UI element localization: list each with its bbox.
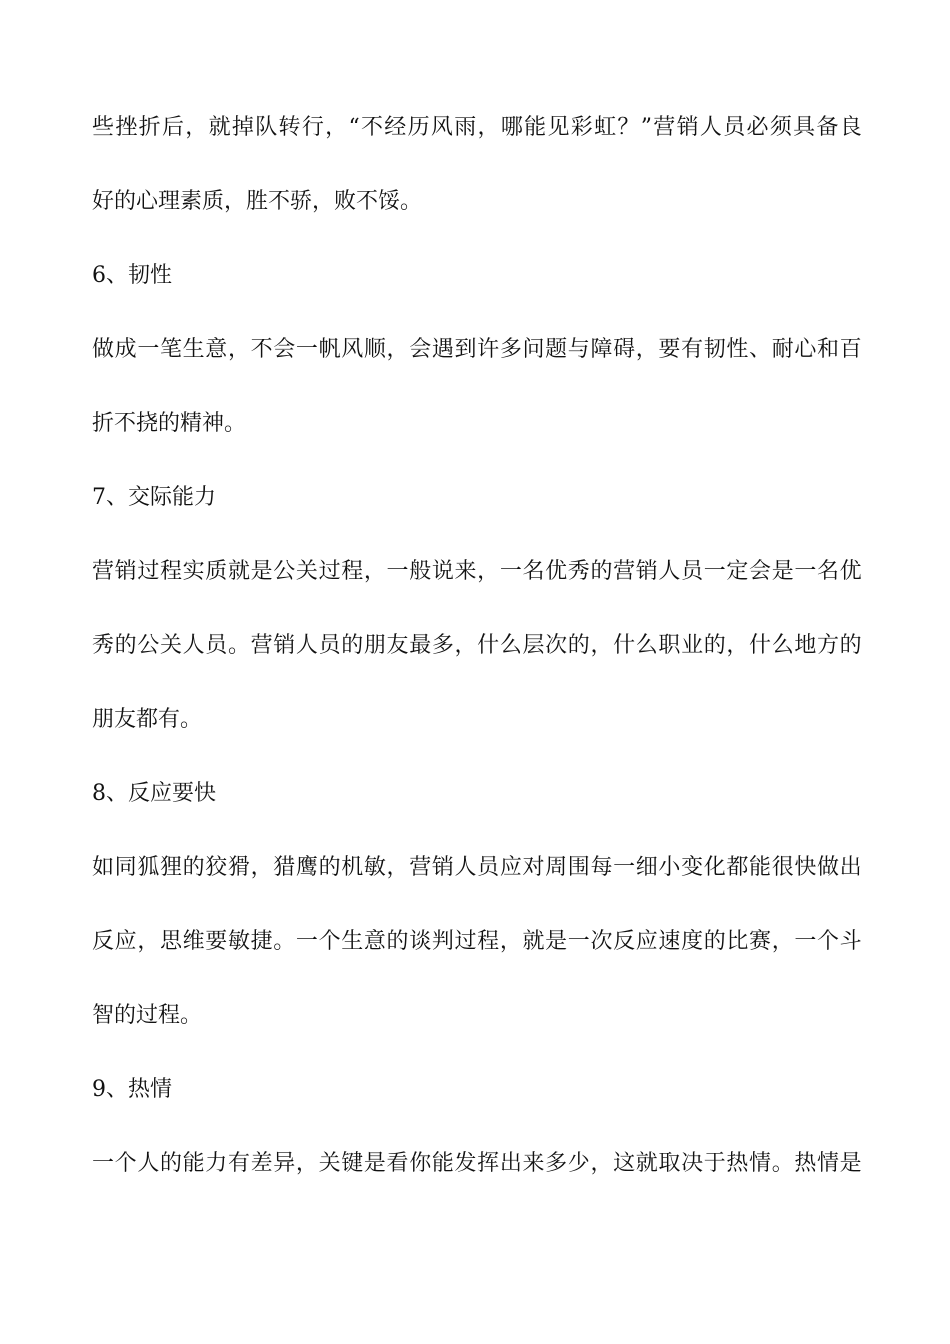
text-glyph: 应 bbox=[499, 855, 522, 880]
text-glyph: 猎 bbox=[273, 855, 296, 880]
text-glyph: 的 bbox=[341, 633, 364, 658]
text-glyph: 与 bbox=[567, 337, 590, 362]
text-glyph: 过 bbox=[318, 559, 341, 584]
text-glyph: 要 bbox=[658, 337, 681, 362]
text-glyph: 营 bbox=[250, 633, 273, 658]
text-glyph: 发 bbox=[454, 1151, 477, 1176]
text-glyph: 个 bbox=[114, 1151, 137, 1176]
text-glyph: 方 bbox=[817, 633, 840, 658]
text-glyph: 业 bbox=[681, 633, 704, 658]
text-glyph: 机 bbox=[341, 855, 364, 880]
text-glyph: 看 bbox=[386, 1151, 409, 1176]
text-glyph: 秀 bbox=[567, 559, 590, 584]
text-glyph: 就 bbox=[635, 1151, 658, 1176]
text-glyph: 秀 bbox=[92, 633, 115, 658]
text-glyph: 出 bbox=[499, 1151, 522, 1176]
text-glyph: 优 bbox=[839, 559, 862, 584]
text-glyph: 关 bbox=[159, 633, 182, 658]
text-glyph: 挥 bbox=[477, 1151, 500, 1176]
text-glyph: 差 bbox=[250, 1151, 273, 1176]
text-glyph: 维 bbox=[182, 929, 205, 954]
text-glyph: 什 bbox=[613, 633, 636, 658]
text-glyph: 人 bbox=[699, 115, 722, 140]
text-glyph: 程 bbox=[341, 559, 364, 584]
text-glyph: 这 bbox=[613, 1151, 636, 1176]
text-glyph: 思 bbox=[159, 929, 182, 954]
text-glyph: 敏 bbox=[363, 855, 386, 880]
text-glyph: 碍 bbox=[613, 337, 636, 362]
text-glyph: 笔 bbox=[159, 337, 182, 362]
text-glyph: ， bbox=[726, 633, 749, 658]
text-glyph: 一 bbox=[295, 337, 318, 362]
text-glyph: 一 bbox=[703, 559, 726, 584]
paragraph-line bbox=[92, 557, 862, 587]
text-glyph: 优 bbox=[545, 559, 568, 584]
text-glyph: 销 bbox=[273, 633, 296, 658]
text-glyph: 名 bbox=[522, 559, 545, 584]
text-glyph: 人 bbox=[137, 1151, 160, 1176]
text-glyph: “ bbox=[348, 115, 360, 140]
text-glyph: 人 bbox=[658, 559, 681, 584]
text-glyph: 障 bbox=[590, 337, 613, 362]
text-glyph: 一 bbox=[613, 855, 636, 880]
text-glyph: ， bbox=[325, 115, 348, 140]
paragraph-line bbox=[92, 335, 862, 365]
text-glyph: 。 bbox=[227, 633, 250, 658]
text-glyph: 就 bbox=[522, 929, 545, 954]
text-glyph: 一 bbox=[295, 929, 318, 954]
text-glyph: 实 bbox=[182, 559, 205, 584]
text-glyph: 的 bbox=[318, 855, 341, 880]
text-glyph: 同 bbox=[114, 855, 137, 880]
text-glyph: 地 bbox=[794, 633, 817, 658]
text-glyph: 多 bbox=[431, 633, 454, 658]
text-glyph: 反 bbox=[613, 929, 636, 954]
text-glyph: 定 bbox=[726, 559, 749, 584]
text-glyph: 帆 bbox=[318, 337, 341, 362]
text-glyph: 小 bbox=[658, 855, 681, 880]
text-glyph: 次 bbox=[545, 633, 568, 658]
text-glyph: 过 bbox=[454, 929, 477, 954]
text-glyph: 人 bbox=[295, 633, 318, 658]
text-glyph: 风 bbox=[430, 115, 453, 140]
text-glyph: 个 bbox=[318, 929, 341, 954]
text-glyph: 热 bbox=[794, 1151, 817, 1176]
text-glyph: 的 bbox=[159, 1151, 182, 1176]
text-glyph: 转 bbox=[278, 115, 301, 140]
paragraph-line: 折不挠的精神。 bbox=[92, 411, 247, 436]
text-glyph: 后 bbox=[161, 115, 184, 140]
text-glyph: 不 bbox=[360, 115, 383, 140]
text-glyph: 许 bbox=[477, 337, 500, 362]
text-glyph: 遇 bbox=[431, 337, 454, 362]
text-glyph: 营 bbox=[92, 559, 115, 584]
text-glyph: 不 bbox=[250, 337, 273, 362]
text-glyph: 具 bbox=[793, 115, 816, 140]
text-glyph: 什 bbox=[749, 633, 772, 658]
text-glyph: 销 bbox=[431, 855, 454, 880]
text-glyph: 反 bbox=[92, 929, 115, 954]
text-glyph: 是 bbox=[545, 929, 568, 954]
text-glyph: 营 bbox=[409, 855, 432, 880]
text-glyph: 生 bbox=[341, 929, 364, 954]
text-glyph: 营 bbox=[653, 115, 676, 140]
text-glyph: 的 bbox=[182, 855, 205, 880]
text-glyph: 一 bbox=[794, 559, 817, 584]
text-glyph: 百 bbox=[839, 337, 862, 362]
text-glyph: 化 bbox=[703, 855, 726, 880]
paragraph-line: 朋友都有。 bbox=[92, 707, 203, 732]
text-glyph: 能 bbox=[182, 1151, 205, 1176]
text-glyph: 行 bbox=[301, 115, 324, 140]
text-glyph: 质 bbox=[205, 559, 228, 584]
paragraph-line bbox=[92, 631, 862, 661]
text-glyph: 情 bbox=[749, 1151, 772, 1176]
text-glyph: 最 bbox=[409, 633, 432, 658]
text-glyph: 和 bbox=[817, 337, 840, 362]
text-glyph: 就 bbox=[208, 115, 231, 140]
text-glyph: 来 bbox=[454, 559, 477, 584]
text-glyph: 历 bbox=[407, 115, 430, 140]
text-glyph: 捷 bbox=[250, 929, 273, 954]
text-glyph: 很 bbox=[771, 855, 794, 880]
text-glyph: 是 bbox=[771, 559, 794, 584]
text-glyph: 风 bbox=[341, 337, 364, 362]
text-glyph: 问 bbox=[522, 337, 545, 362]
text-glyph: ， bbox=[454, 633, 477, 658]
text-glyph: 就 bbox=[227, 559, 250, 584]
text-glyph: ” bbox=[640, 115, 652, 140]
text-glyph: 做 bbox=[92, 337, 115, 362]
text-glyph: 谈 bbox=[409, 929, 432, 954]
text-glyph: ， bbox=[295, 1151, 318, 1176]
text-glyph: ， bbox=[137, 929, 160, 954]
text-glyph: 是 bbox=[250, 559, 273, 584]
text-glyph: 么 bbox=[771, 633, 794, 658]
text-glyph: 公 bbox=[273, 559, 296, 584]
text-glyph: 耐 bbox=[771, 337, 794, 362]
text-glyph: 狸 bbox=[159, 855, 182, 880]
paragraph-line bbox=[92, 927, 862, 957]
text-glyph: 赛 bbox=[749, 929, 772, 954]
text-glyph: 心 bbox=[794, 337, 817, 362]
text-glyph: 一 bbox=[499, 559, 522, 584]
text-glyph: 层 bbox=[522, 633, 545, 658]
text-glyph: 情 bbox=[817, 1151, 840, 1176]
text-glyph: 一 bbox=[386, 559, 409, 584]
text-glyph: 公 bbox=[137, 633, 160, 658]
paragraph-line bbox=[92, 113, 862, 143]
text-glyph: 的 bbox=[703, 929, 726, 954]
text-glyph: 是 bbox=[363, 1151, 386, 1176]
paragraph-line bbox=[92, 853, 862, 883]
text-glyph: ， bbox=[477, 115, 500, 140]
text-glyph: 围 bbox=[567, 855, 590, 880]
text-glyph: ， bbox=[227, 337, 250, 362]
text-glyph: 变 bbox=[681, 855, 704, 880]
text-glyph: 异 bbox=[273, 1151, 296, 1176]
text-glyph: 友 bbox=[386, 633, 409, 658]
text-glyph: 员 bbox=[681, 559, 704, 584]
text-glyph: 彩 bbox=[570, 115, 593, 140]
text-glyph: 挫 bbox=[115, 115, 138, 140]
text-glyph: 备 bbox=[816, 115, 839, 140]
text-glyph: ， bbox=[499, 929, 522, 954]
text-glyph: 都 bbox=[726, 855, 749, 880]
text-glyph: 一 bbox=[794, 929, 817, 954]
text-glyph: ， bbox=[363, 559, 386, 584]
text-glyph: 快 bbox=[794, 855, 817, 880]
text-glyph: 力 bbox=[205, 1151, 228, 1176]
text-glyph: 对 bbox=[522, 855, 545, 880]
section-heading: 7、交际能力 bbox=[92, 485, 216, 510]
text-glyph: 的 bbox=[567, 633, 590, 658]
text-glyph: 要 bbox=[205, 929, 228, 954]
text-glyph: 一 bbox=[567, 929, 590, 954]
text-glyph: 是 bbox=[839, 1151, 862, 1176]
text-glyph: 哪 bbox=[500, 115, 523, 140]
text-glyph: 热 bbox=[726, 1151, 749, 1176]
text-glyph: 掉 bbox=[231, 115, 254, 140]
text-glyph: ， bbox=[250, 855, 273, 880]
text-glyph: 一 bbox=[137, 337, 160, 362]
text-glyph: 关 bbox=[318, 1151, 341, 1176]
text-glyph: 必 bbox=[746, 115, 769, 140]
text-glyph: 决 bbox=[681, 1151, 704, 1176]
text-glyph: 速 bbox=[658, 929, 681, 954]
text-glyph: 你 bbox=[409, 1151, 432, 1176]
text-glyph: 程 bbox=[159, 559, 182, 584]
section-heading: 9、热情 bbox=[92, 1077, 172, 1102]
text-glyph: 须 bbox=[769, 115, 792, 140]
text-glyph: 来 bbox=[522, 1151, 545, 1176]
text-glyph: 般 bbox=[409, 559, 432, 584]
text-glyph: 么 bbox=[635, 633, 658, 658]
text-glyph: 能 bbox=[524, 115, 547, 140]
text-glyph: 次 bbox=[590, 929, 613, 954]
text-glyph: 斗 bbox=[839, 929, 862, 954]
text-glyph: 能 bbox=[749, 855, 772, 880]
text-glyph: 意 bbox=[205, 337, 228, 362]
text-glyph: 名 bbox=[817, 559, 840, 584]
text-glyph: 有 bbox=[681, 337, 704, 362]
text-glyph: 做 bbox=[817, 855, 840, 880]
text-glyph: ， bbox=[386, 855, 409, 880]
text-glyph: 周 bbox=[545, 855, 568, 880]
text-glyph: 到 bbox=[454, 337, 477, 362]
text-glyph: ， bbox=[635, 337, 658, 362]
text-glyph: 顺 bbox=[363, 337, 386, 362]
text-glyph: 会 bbox=[273, 337, 296, 362]
text-glyph: 过 bbox=[137, 559, 160, 584]
text-glyph: 判 bbox=[431, 929, 454, 954]
text-glyph: 些 bbox=[92, 115, 115, 140]
text-glyph: 狐 bbox=[137, 855, 160, 880]
text-glyph: 的 bbox=[386, 929, 409, 954]
text-glyph: ， bbox=[590, 633, 613, 658]
text-glyph: 意 bbox=[363, 929, 386, 954]
text-glyph: 营 bbox=[613, 559, 636, 584]
text-glyph: 度 bbox=[681, 929, 704, 954]
text-glyph: 多 bbox=[499, 337, 522, 362]
text-glyph: 细 bbox=[635, 855, 658, 880]
text-glyph: 键 bbox=[341, 1151, 364, 1176]
text-glyph: 销 bbox=[635, 559, 658, 584]
text-glyph: 么 bbox=[499, 633, 522, 658]
section-heading: 8、反应要快 bbox=[92, 781, 216, 806]
text-glyph: 关 bbox=[295, 559, 318, 584]
text-glyph: 销 bbox=[114, 559, 137, 584]
text-glyph: 人 bbox=[182, 633, 205, 658]
text-glyph: 。 bbox=[771, 1151, 794, 1176]
text-glyph: 虹 bbox=[594, 115, 617, 140]
text-glyph: 多 bbox=[545, 1151, 568, 1176]
text-glyph: 说 bbox=[431, 559, 454, 584]
text-glyph: 职 bbox=[658, 633, 681, 658]
text-glyph: 的 bbox=[590, 559, 613, 584]
text-glyph: 什 bbox=[477, 633, 500, 658]
text-glyph: 比 bbox=[726, 929, 749, 954]
text-glyph: 性 bbox=[726, 337, 749, 362]
text-glyph: 能 bbox=[431, 1151, 454, 1176]
text-glyph: 程 bbox=[477, 929, 500, 954]
text-glyph: 出 bbox=[839, 855, 862, 880]
text-glyph: 见 bbox=[547, 115, 570, 140]
text-glyph: 取 bbox=[658, 1151, 681, 1176]
text-glyph: 会 bbox=[409, 337, 432, 362]
text-glyph: 有 bbox=[227, 1151, 250, 1176]
paragraph-line: 智的过程。 bbox=[92, 1003, 203, 1028]
text-glyph: 人 bbox=[454, 855, 477, 880]
section-heading: 6、韧性 bbox=[92, 263, 172, 288]
text-glyph: 鹰 bbox=[295, 855, 318, 880]
text-glyph: 每 bbox=[590, 855, 613, 880]
text-glyph: 题 bbox=[545, 337, 568, 362]
text-glyph: 应 bbox=[635, 929, 658, 954]
text-glyph: ， bbox=[185, 115, 208, 140]
text-glyph: 的 bbox=[703, 633, 726, 658]
text-glyph: ？ bbox=[617, 115, 640, 140]
text-glyph: 生 bbox=[182, 337, 205, 362]
text-glyph: 、 bbox=[749, 337, 772, 362]
text-glyph: 雨 bbox=[454, 115, 477, 140]
text-glyph: 员 bbox=[723, 115, 746, 140]
text-glyph: 员 bbox=[477, 855, 500, 880]
paragraph-line bbox=[92, 1149, 862, 1179]
text-glyph: 会 bbox=[749, 559, 772, 584]
text-glyph: 个 bbox=[817, 929, 840, 954]
text-glyph: 良 bbox=[839, 115, 862, 140]
text-glyph: 敏 bbox=[227, 929, 250, 954]
text-glyph: 经 bbox=[384, 115, 407, 140]
text-glyph: 成 bbox=[114, 337, 137, 362]
paragraph-line: 好的心理素质，胜不骄，败不馁。 bbox=[92, 189, 423, 214]
text-glyph: 于 bbox=[703, 1151, 726, 1176]
text-glyph: 如 bbox=[92, 855, 115, 880]
text-glyph: 猾 bbox=[227, 855, 250, 880]
text-glyph: 少 bbox=[567, 1151, 590, 1176]
text-glyph: ， bbox=[590, 1151, 613, 1176]
text-glyph: 应 bbox=[114, 929, 137, 954]
text-glyph: 朋 bbox=[363, 633, 386, 658]
text-glyph: 折 bbox=[138, 115, 161, 140]
text-glyph: 的 bbox=[114, 633, 137, 658]
text-glyph: 员 bbox=[318, 633, 341, 658]
text-glyph: ， bbox=[386, 337, 409, 362]
text-glyph: 韧 bbox=[703, 337, 726, 362]
text-glyph: 狡 bbox=[205, 855, 228, 880]
text-glyph: 员 bbox=[205, 633, 228, 658]
text-glyph: 的 bbox=[839, 633, 862, 658]
text-glyph: 。 bbox=[273, 929, 296, 954]
text-glyph: 销 bbox=[676, 115, 699, 140]
text-glyph: ， bbox=[771, 929, 794, 954]
text-glyph: ， bbox=[477, 559, 500, 584]
text-glyph: 队 bbox=[255, 115, 278, 140]
text-glyph: 一 bbox=[92, 1151, 115, 1176]
